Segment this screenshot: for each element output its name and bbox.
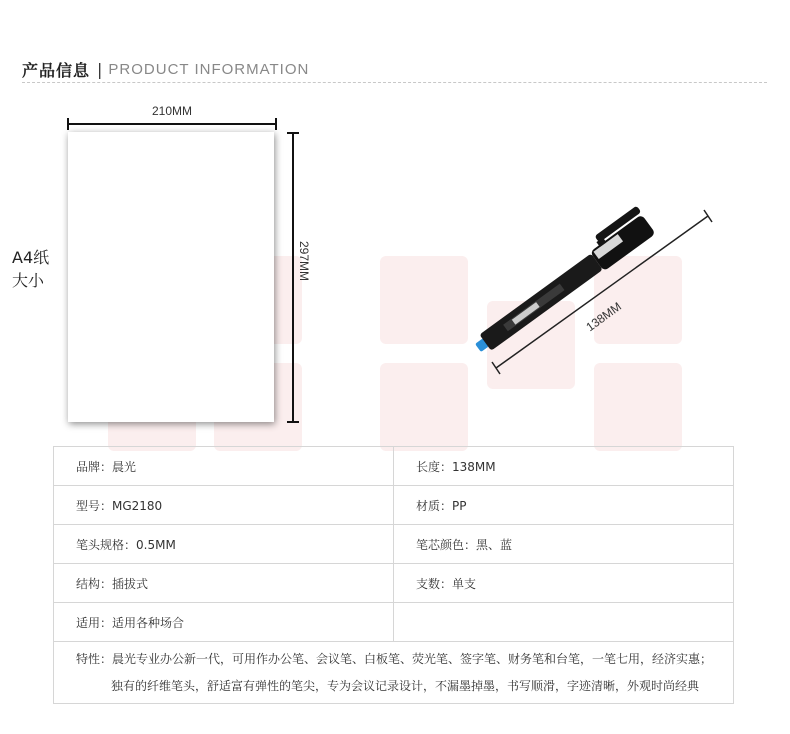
features-line2: 独有的纤维笔头，舒适富有弹性的笔尖，专为会议记录设计，不漏墨掉墨，书写顺滑，字迹清晰，外观时尚经典 — [111, 678, 700, 693]
table-row — [54, 642, 734, 704]
table-row — [54, 603, 734, 642]
spec-ink-color: 笔芯颜色：黑、蓝 — [394, 525, 734, 564]
paper-caption — [12, 246, 60, 292]
spec-table — [53, 446, 734, 704]
spec-tip-size: 笔头规格：0.5MM — [54, 525, 394, 564]
table-row — [54, 564, 734, 603]
spec-structure: 结构：插拔式 — [54, 564, 394, 603]
spec-features — [54, 642, 734, 704]
paper-height-label: 297MM — [297, 240, 311, 281]
spec-empty-cell — [394, 603, 734, 642]
spec-model: 型号：MG2180 — [54, 486, 394, 525]
spec-brand: 品牌：晨光 — [54, 447, 394, 486]
table-row — [54, 486, 734, 525]
table-row — [54, 447, 734, 486]
section-title-zh: 产品信息 — [22, 60, 91, 80]
spec-material: 材质：PP — [394, 486, 734, 525]
paper-caption-line1: A4纸 — [12, 248, 50, 267]
paper-caption-line2: 大小 — [12, 271, 45, 290]
pen-length-label: 138MM — [583, 299, 624, 335]
paper-width-label: 210MM — [151, 104, 192, 118]
section-header — [22, 56, 309, 82]
watermark-tile — [380, 256, 468, 344]
a4-paper — [68, 132, 274, 422]
pen-image — [470, 180, 720, 380]
header-divider — [22, 82, 767, 83]
title-separator: | — [97, 59, 103, 79]
features-line1: 特性：晨光专业办公新一代，可用作办公笔、会议笔、白板笔、荧光笔、签字笔、财务笔和台笔，一笔七用，经济实惠； — [76, 651, 713, 666]
table-row — [54, 525, 734, 564]
watermark-tile — [380, 363, 468, 451]
paper-width-dimension — [67, 118, 277, 129]
spec-length: 长度：138MM — [394, 447, 734, 486]
spec-usage: 适用：适用各种场合 — [54, 603, 394, 642]
spec-quantity: 支数：单支 — [394, 564, 734, 603]
section-title-en: PRODUCT INFORMATION — [108, 60, 310, 78]
